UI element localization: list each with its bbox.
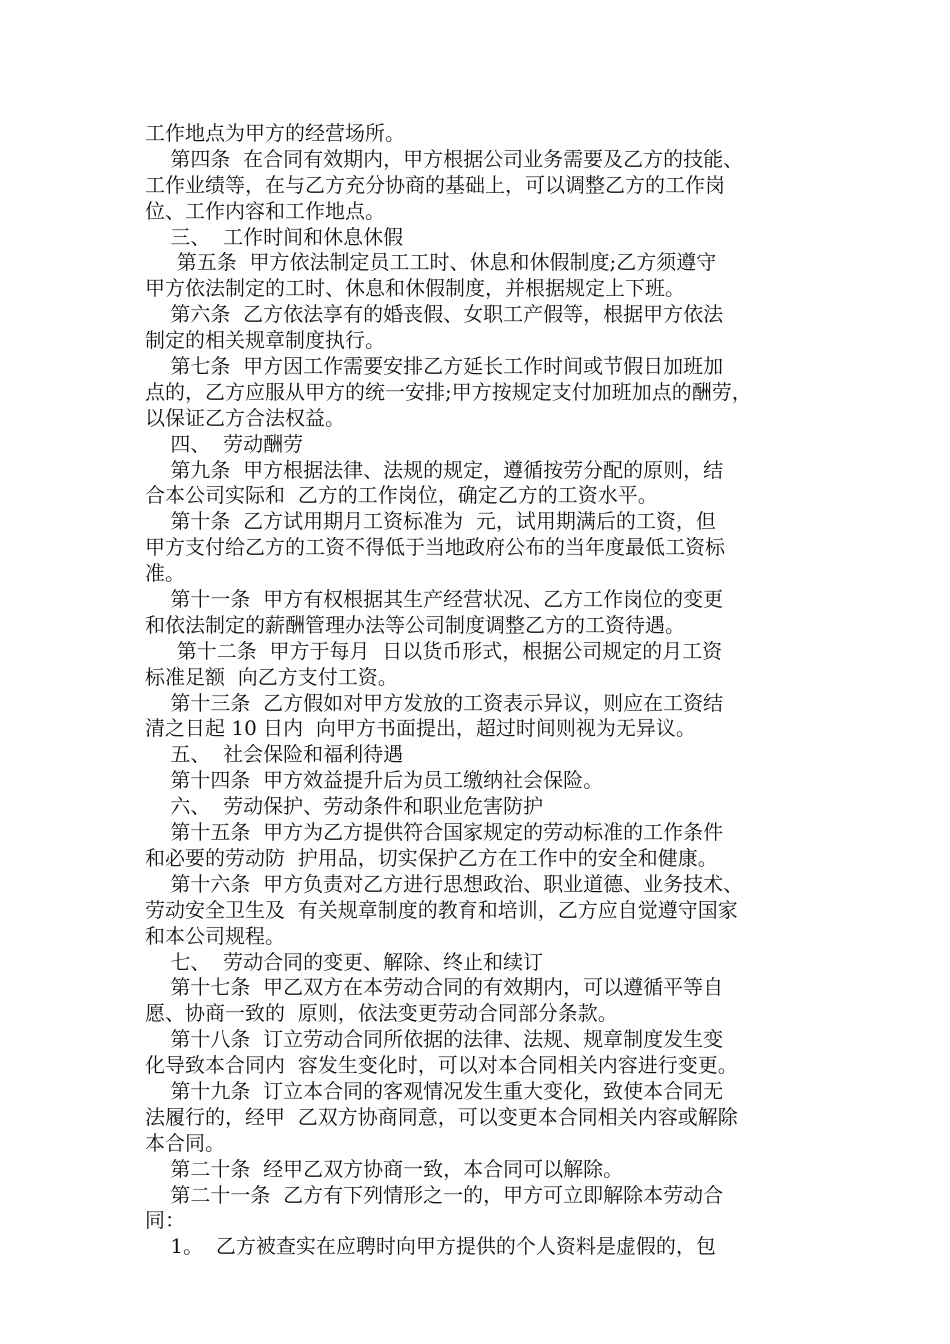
text-line: 同： <box>145 1208 185 1233</box>
text-line: 第十七条 甲乙双方在本劳动合同的有效期内，可以遵循平等自 <box>145 975 724 1000</box>
text-line: 第六条 乙方依法享有的婚丧假、女职工产假等，根据甲方依法 <box>145 302 724 327</box>
text-line: 三、 工作时间和休息休假 <box>145 224 404 249</box>
text-line: 第九条 甲方根据法律、法规的规定，遵循按劳分配的原则，结 <box>145 457 724 482</box>
text-line: 甲方依法制定的工时、休息和休假制度，并根据规定上下班。 <box>145 276 685 301</box>
text-line: 1。 乙方被查实在应聘时向甲方提供的个人资料是虚假的，包 <box>145 1234 716 1259</box>
text-line: 第十六条 甲方负责对乙方进行思想政治、职业道德、业务技术、 <box>145 871 744 896</box>
text-line: 法履行的，经甲 乙双方协商同意，可以变更本合同相关内容或解除 <box>145 1104 738 1129</box>
text-line: 七、 劳动合同的变更、解除、终止和续订 <box>145 949 544 974</box>
text-line: 第十三条 乙方假如对甲方发放的工资表示异议，则应在工资结 <box>145 690 724 715</box>
text-line: 第十四条 甲方效益提升后为员工缴纳社会保险。 <box>145 768 604 793</box>
text-line: 制定的相关规章制度执行。 <box>145 328 385 353</box>
text-line: 清之日起 10 日内 向甲方书面提出，超过时间则视为无异议。 <box>145 716 696 741</box>
text-line: 本合同。 <box>145 1130 225 1155</box>
text-line: 四、 劳动酬劳 <box>145 431 304 456</box>
text-line: 第十五条 甲方为乙方提供符合国家规定的劳动标准的工作条件 <box>145 820 724 845</box>
text-line: 第十条 乙方试用期月工资标准为 元，试用期满后的工资，但 <box>145 509 716 534</box>
text-line: 第十二条 甲方于每月 日以货币形式，根据公司规定的月工资 <box>145 638 723 663</box>
text-line: 和依法制定的薪酬管理办法等公司制度调整乙方的工资待遇。 <box>145 612 685 637</box>
text-line: 以保证乙方合法权益。 <box>145 405 345 430</box>
text-line: 准。 <box>145 561 185 586</box>
text-line: 位、工作内容和工作地点。 <box>145 198 385 223</box>
text-line: 甲方支付给乙方的工资不得低于当地政府公布的当年度最低工资标 <box>145 535 725 560</box>
text-line: 第五条 甲方依法制定员工工时、休息和休假制度;乙方须遵守 <box>145 250 717 275</box>
text-line: 点的，乙方应服从甲方的统一安排;甲方按规定支付加班加点的酬劳， <box>145 379 752 404</box>
text-line: 合本公司实际和 乙方的工作岗位，确定乙方的工资水平。 <box>145 483 658 508</box>
text-line: 劳动安全卫生及 有关规章制度的教育和培训，乙方应自觉遵守国家 <box>145 897 738 922</box>
text-line: 第十一条 甲方有权根据其生产经营状况、乙方工作岗位的变更 <box>145 587 724 612</box>
text-line: 愿、协商一致的 原则，依法变更劳动合同部分条款。 <box>145 1001 618 1026</box>
text-line: 第七条 甲方因工作需要安排乙方延长工作时间或节假日加班加 <box>145 354 724 379</box>
text-line: 和必要的劳动防 护用品，切实保护乙方在工作中的安全和健康。 <box>145 845 718 870</box>
text-line: 六、 劳动保护、劳动条件和职业危害防护 <box>145 794 544 819</box>
text-line: 第二十一条 乙方有下列情形之一的，甲方可立即解除本劳动合 <box>145 1182 724 1207</box>
document-body <box>145 121 825 1260</box>
text-line: 化导致本合同内 容发生变化时，可以对本合同相关内容进行变更。 <box>145 1053 738 1078</box>
text-line: 第十九条 订立本合同的客观情况发生重大变化，致使本合同无 <box>145 1078 724 1103</box>
text-line: 和本公司规程。 <box>145 923 285 948</box>
text-line: 第十八条 订立劳动合同所依据的法律、法规、规章制度发生变 <box>145 1027 724 1052</box>
text-line: 工作地点为甲方的经营场所。 <box>145 121 405 145</box>
text-line: 五、 社会保险和福利待遇 <box>145 742 404 767</box>
text-line: 工作业绩等，在与乙方充分协商的基础上，可以调整乙方的工作岗 <box>145 172 725 197</box>
text-line: 标准足额 向乙方支付工资。 <box>145 664 398 689</box>
text-line: 第二十条 经甲乙双方协商一致，本合同可以解除。 <box>145 1156 624 1181</box>
text-line: 第四条 在合同有效期内，甲方根据公司业务需要及乙方的技能、 <box>145 146 744 171</box>
